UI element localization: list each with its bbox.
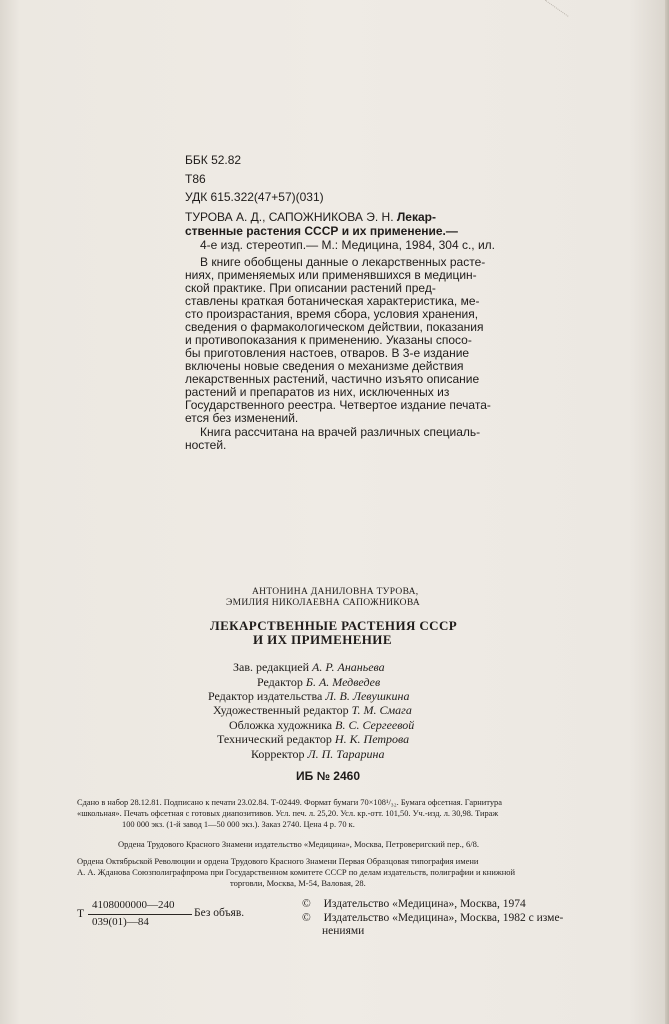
print-data-line: «школьная». Печать офсетная с готовых диапозитивов. Усл. печ. л. 25,20. Усл. кр.-отт. 101,50. Уч.-изд. л. 30,98. Тираж (77, 809, 499, 818)
book-title-line: ЛЕКАРСТВЕННЫЕ РАСТЕНИЯ СССР (210, 618, 458, 633)
printer-line: А. А. Жданова Союзполиграфпрома при Государственном комитете СССР по делам издательств, полиграфии и книжной (77, 867, 516, 877)
copyright-line: © Издательство «Медицина», Москва, 1974 (302, 898, 526, 910)
abstract-line: лекарственных растений, частично изъято описание (185, 372, 480, 386)
author-mark: Т86 (185, 172, 206, 186)
credit-editor-in-chief: Зав. редакцией А. Р. Ананьева (233, 660, 385, 674)
index-note: Без объяв. (194, 907, 245, 919)
abstract-line: Книга рассчитана на врачей различных специаль- (200, 425, 481, 439)
bbk-code: ББК 52.82 (185, 153, 242, 167)
abstract-line: бы приготовления настоев, отваров. В 3-е издание (185, 346, 470, 360)
copyright-line: нениями (322, 925, 365, 937)
index-prefix: Т (77, 908, 85, 920)
print-data-line: Сдано в набор 28.12.81. Подписано к печати 23.02.84. Т-02449. Формат бумаги 70×108¹/₃₂. Бумага офсетная. Гарнитура (77, 798, 502, 807)
publisher-address: Ордена Трудового Красного Знамени издательство «Медицина», Москва, Петроверигский пер., 6/8. (118, 839, 479, 849)
bibliography-line-1 (185, 210, 436, 224)
printer-line: торговли, Москва, М-54, Валовая, 28. (230, 878, 366, 888)
abstract-line: и противопоказания к применению. Указаны спосо- (185, 333, 472, 347)
abstract-line: растений и препаратов из них, исключенных из (185, 385, 450, 399)
bibliography-line-2: ственные растения СССР и их применение.— (185, 224, 458, 238)
author-name: АНТОНИНА ДАНИЛОВНА ТУРОВА, (252, 587, 419, 597)
abstract-line: ской практике. При описании растений пред- (185, 281, 436, 295)
credit-proofreader: Корректор Л. П. Тарарина (251, 747, 385, 761)
index-numerator: 4108000000—240 (92, 899, 175, 911)
copyright-icon: © (302, 912, 311, 924)
abstract-line: сто произрастания, время сбора, условия хранения, (185, 307, 479, 321)
abstract-line: ется без изменений. (185, 411, 299, 425)
credit-editor: Редактор Б. А. Медведев (257, 675, 381, 689)
abstract-line: ставлены краткая ботаническая характеристика, ме- (185, 294, 480, 308)
copyright-icon: © (302, 898, 311, 910)
book-title-line: И ИХ ПРИМЕНЕНИЕ (253, 632, 392, 647)
print-data-line: 100 000 экз. (1-й завод 1—50 000 экз.). Заказ 2740. Цена 4 р. 70 к. (122, 820, 355, 829)
page-edge (665, 0, 669, 1024)
copyright-line: © Издательство «Медицина», Москва, 1982 с изме- (302, 912, 564, 924)
udk-code: УДК 615.322(47+57)(031) (185, 190, 324, 204)
abstract-line: Государственного реестра. Четвертое издание печата- (185, 398, 491, 412)
printer-line: Ордена Октябрьской Революции и ордена Трудового Красного Знамени Первая Образцовая типография имени (77, 856, 479, 866)
abstract-line: В книге обобщены данные о лекарственных расте- (200, 255, 486, 269)
abstract-line: ностей. (185, 438, 227, 452)
credit-cover-artist: Обложка художника В. С. Сергеевой (229, 718, 415, 732)
abstract-line: включены новые сведения о механизме действия (185, 359, 464, 373)
bibliography-authors: ТУРОВА А. Д., САПОЖНИКОВА Э. Н. (185, 210, 394, 224)
credit-art-editor: Художественный редактор Т. М. Смага (213, 703, 412, 717)
author-name: ЭМИЛИЯ НИКОЛАЕВНА САПОЖНИКОВА (226, 598, 421, 608)
bibliography-line-3: 4-е изд. стереотип.— М.: Медицина, 1984, 304 с., ил. (200, 238, 495, 252)
ib-number: ИБ № 2460 (296, 769, 360, 783)
abstract-line: ниях, применяемых или применявшихся в медицин- (185, 268, 477, 282)
page-scuff (534, 0, 569, 33)
credit-technical-editor: Технический редактор Н. К. Петрова (217, 732, 410, 746)
index-denominator: 039(01)—84 (92, 916, 149, 928)
abstract-line: сведения о фармакологическом действии, показания (185, 320, 484, 334)
fraction-bar (88, 914, 192, 915)
credit-publishing-editor: Редактор издательства Л. В. Левушкина (208, 689, 410, 703)
bibliography-title-start: Лекар- (396, 210, 436, 224)
